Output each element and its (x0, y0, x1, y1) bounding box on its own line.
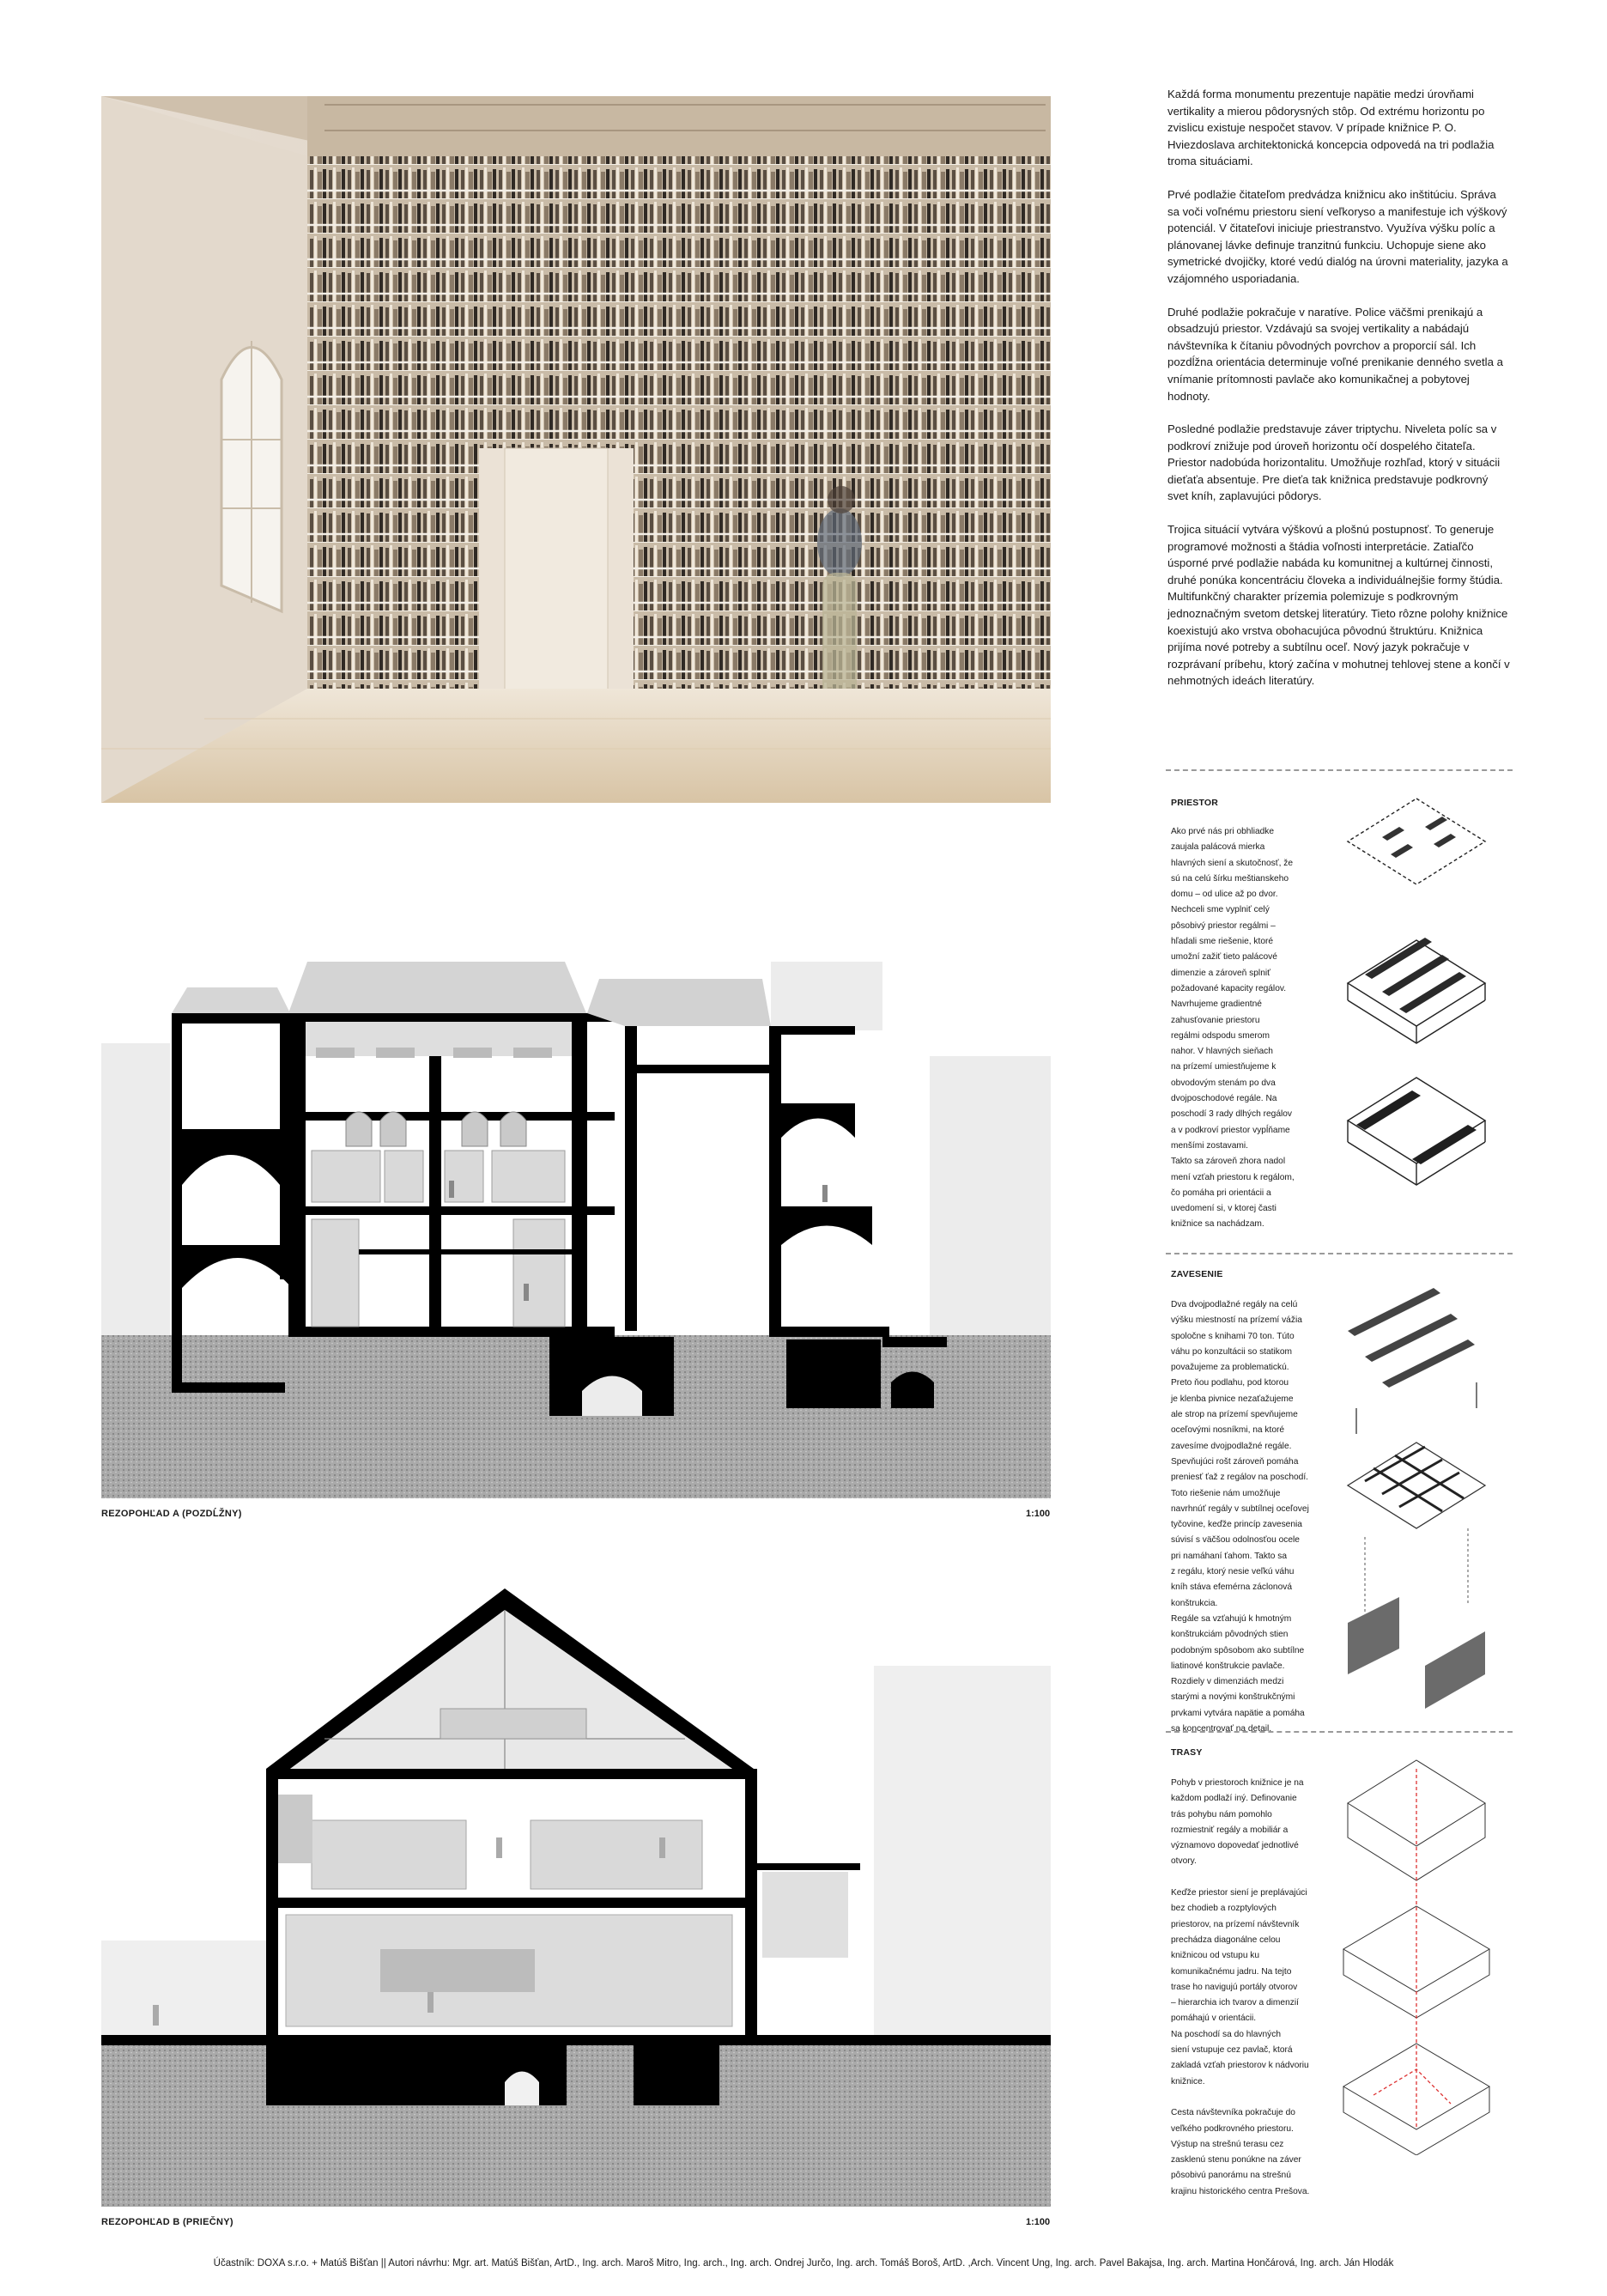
section-text-line: Nechceli sme vyplniť celý (1171, 905, 1270, 915)
axonometric-priestor-diagram (1331, 790, 1502, 1236)
intro-paragraph: Trojica situácií vytvára výškovú a plošnú postupnosť. To generuje programové možnosti a štádia voľnosti interpretácie. Zatiaľčo úsporné prvé podlažie nabáda ku komunitnej a kultúrnej činnosti, druhé ponúka koncentráciu človeka a individuálnejšie formy štúdia. Multifunkčný charakter prízemia polemizuje s podkrovným jednoznačným svetom detskej literatúry. Tieto rôzne polohy knižnice koexistujú ako vrstva obohacujúca pôvodnú štruktúru. Knižnica prijíma nové potreby a subtílnu oceľ. Nový jazyk pokračuje v rozprávaní príbehu, ktorý začína v mohutnej tehlovej stene a končí v nehmotných ideách literatúry. (1167, 523, 1510, 688)
section-text-line: pri namáhaní ťahom. Takto sa (1171, 1551, 1288, 1561)
section-text-line: považujeme za problematickú. (1171, 1363, 1289, 1373)
section-text-line: krajinu historického centra Prešova. (1171, 2186, 1310, 2196)
section-text-line: podobným spôsobom ako subtílne (1171, 1645, 1305, 1655)
section-text-line: tyčovine, keďže princíp zavesenia (1171, 1520, 1302, 1530)
section-text-line: pôsobivú panorámu na strešnú (1171, 2171, 1291, 2181)
section-text-line: preniesť ťaž z regálov na poschodí. (1171, 1473, 1308, 1483)
section-text-line: menšími zostavami. (1171, 1140, 1249, 1151)
section-text-line: váhu po konzultácii so statikom (1171, 1346, 1292, 1357)
section-text-line: spoločne s knihami 70 ton. Túto (1171, 1331, 1295, 1341)
section-text-line: Spevňujúci rošt zároveň pomáha (1171, 1456, 1299, 1467)
section-text-priestor (1171, 824, 1321, 1233)
section-text-line: a v podkroví priestor vypĺňame (1171, 1125, 1290, 1135)
section-text-line: hlavných siení a skutočnosť, že (1171, 858, 1293, 868)
section-text-line: mení vzťah priestoru k regálom, (1171, 1172, 1295, 1182)
axonometric-zavesenie-diagram (1331, 1279, 1502, 1709)
section-text-line: Toto riešenie nám umožňuje (1171, 1488, 1281, 1498)
section-text-line: Výstup na strešnú terasu cez (1171, 2139, 1284, 2149)
render-image (101, 96, 1051, 803)
intro-paragraph: Každá forma monumentu prezentuje napätie medzi úrovňami vertikality a mierou pôdorysných stôp. Od extrému horizontu po zvislicu existuje nespočet stavov. V prípade knižnice P. O. Hviezdoslava architektonická koncepcia odpovedá na tri podlažia troma situáciami. (1167, 88, 1495, 168)
section-text-line: regálmi odspodu smerom (1171, 1030, 1270, 1041)
section-text-line: súvisí s väčšou odolnosťou ocele (1171, 1535, 1300, 1546)
section-text-line: kníh stáva efemérna záclonová (1171, 1582, 1293, 1593)
section-text-line: Takto sa zároveň zhora nadol (1171, 1157, 1286, 1167)
section-text-line: komunikačnému jadru. Na tejto (1171, 1966, 1292, 1977)
divider (1166, 1253, 1513, 1254)
section-text-line: Cesta návštevníka pokračuje do (1171, 2108, 1295, 2118)
section-title-zavesenie: ZAVESENIE (1171, 1269, 1223, 1279)
section-text-line: knižnice. (1171, 2076, 1205, 2086)
section-text-line: knižnicou od vstupu ku (1171, 1951, 1260, 1961)
section-text-line: obvodovým stenám po dva (1171, 1078, 1276, 1088)
section-text-line: knižnice sa nachádzam. (1171, 1219, 1264, 1230)
section-text-line: dvojposchodové regále. Na (1171, 1094, 1277, 1104)
section-text-line: Dva dvojpodlažné regály na celú (1171, 1300, 1298, 1309)
section-a-drawing (101, 927, 1051, 1498)
section-text-line: veľkého podkrovného priestoru. (1171, 2123, 1294, 2134)
section-text-line: z regálu, ktorý nesie veľkú váhu (1171, 1567, 1295, 1577)
section-text-line: Preto ňou podlahu, pod ktorou (1171, 1378, 1289, 1388)
intro-paragraph: Posledné podlažie predstavuje záver triptychu. Niveleta políc sa v podkroví znižuje pod úroveň horizontu očí dospelého čitateľa. Priestor nadobúda horizontalitu. Umožňuje rozhľad, ktorý v situácii dieťaťa absentuje. Pre dieťa tak knižnica predstavuje podkrovný svet kníh, zaplavujúci pôdorys. (1167, 422, 1501, 503)
section-b-drawing (101, 1580, 1051, 2207)
section-text-line: Na poschodí sa do hlavných (1171, 2029, 1281, 2039)
section-text-line: konštrukciám pôvodných stien (1171, 1630, 1289, 1640)
section-text-line: Regále sa vzťahujú k hmotným (1171, 1613, 1292, 1624)
interior-render (101, 96, 1051, 803)
section-text-line: priestorov, na prízemí návštevník (1171, 1919, 1300, 1929)
section-a-scale: 1:100 (1026, 1509, 1051, 1519)
section-text-line: zaujala palácová mierka (1171, 842, 1265, 853)
intro-paragraph: Druhé podlažie pokračuje v naratíve. Police väčšmi prenikajú a obsadzujú priestor. Vzdávajú sa svojej vertikality a nabádajú návštevníka k čítaniu pôvodných povrchov a proporcií sál. Ich pozdĺžna orientácia determinuje voľné prenikanie denného svetla a vnímanie prítomnosti pavlače ako komunikačnej a pobytovej hodnoty. (1167, 305, 1503, 403)
section-text-line: liatinové konštrukcie pavlače. (1171, 1661, 1285, 1671)
section-text-line: – hierarchia ich tvarov a dimenzií (1171, 1998, 1299, 2008)
section-text-line: Pohyb v priestoroch knižnice je na (1171, 1778, 1304, 1788)
section-text-line (1171, 1870, 1321, 1886)
intro-text (1167, 86, 1511, 706)
section-text-line: uvedomení si, v ktorej časti (1171, 1204, 1277, 1214)
section-b-caption: REZOPOHĽAD B (PRIEČNY) (101, 2217, 233, 2227)
section-text-line: dimenzie a zároveň splniť (1171, 968, 1270, 978)
section-text-line: výšku miestností na prízemí vážia (1171, 1315, 1302, 1326)
section-text-line: na prízemí umiestňujeme k (1171, 1062, 1277, 1072)
section-text-line: konštrukcia. (1171, 1598, 1218, 1608)
section-text-line: domu – od ulice až po dvor. (1171, 890, 1278, 900)
section-text-line: každom podlaží iný. Definovanie (1171, 1794, 1297, 1804)
section-text-line: prechádza diagonálne celou (1171, 1935, 1281, 1945)
section-text-line: trás pohybu nám pomohlo (1171, 1809, 1272, 1819)
section-text-line: navrhnúť regály v subtílnej oceľovej (1171, 1503, 1309, 1514)
section-text-line: významovo dopovedať jednotlivé (1171, 1841, 1299, 1851)
section-text-line: Ako prvé nás pri obhliadke (1171, 827, 1275, 836)
section-text-line: je klenba pivnice nezaťažujeme (1171, 1394, 1294, 1404)
section-text-line: poschodí 3 rady dlhých regálov (1171, 1109, 1293, 1120)
section-b-scale: 1:100 (1026, 2217, 1051, 2227)
section-text-line: zasklenú stenu ponúkne na záver (1171, 2155, 1301, 2165)
section-title-trasy: TRASY (1171, 1747, 1203, 1758)
section-text-line: sú na celú šírku meštianskeho (1171, 873, 1289, 884)
section-text-trasy (1171, 1776, 1321, 2200)
section-text-line: starými a novými konštrukčnými (1171, 1692, 1295, 1703)
section-text-line: zahusťovanie priestoru (1171, 1015, 1260, 1025)
divider (1166, 769, 1513, 771)
section-text-line (1171, 2090, 1321, 2105)
section-text-line: požadované kapacity regálov. (1171, 983, 1287, 993)
section-text-line: sa koncentrovať na detail. (1171, 1724, 1272, 1734)
section-text-zavesenie (1171, 1297, 1321, 1737)
section-text-line: trase ho navigujú portály otvorov (1171, 1982, 1298, 1992)
section-text-line: umožní zažiť tieto palácové (1171, 952, 1277, 963)
section-text-line: pomáhajú v orientácii. (1171, 2014, 1257, 2024)
intro-paragraph: Prvé podlažie čitateľom predvádza knižnicu ako inštitúciu. Správa sa voči voľnému priestoru siení veľkoryso a manifestuje ich výškový potenciál. V čitateľovi iniciuje priestranstvo. Využíva výšku políc a plánovanej lávke definuje tranzitnú funkciu. Uchopuje siene ako symetrické dvojičky, ktoré vedú dialóg na úrovni materiality, jazyka a vzájomného usporiadania. (1167, 187, 1508, 285)
section-text-line: nahor. V hlavných sieňach (1171, 1047, 1273, 1057)
section-text-line: otvory. (1171, 1856, 1197, 1867)
section-text-line: prvkami vytvára napätie a pomáha (1171, 1708, 1305, 1718)
section-text-line: siení vstupuje cez pavlač, ktorá (1171, 2045, 1293, 2056)
section-text-line: čo pomáha pri orientácii a (1171, 1187, 1271, 1198)
section-text-line: pôsobivý priestor regálmi – (1171, 920, 1276, 931)
section-text-line: Navrhujeme gradientné (1171, 999, 1262, 1010)
section-title-priestor: PRIESTOR (1171, 798, 1219, 808)
section-text-line: bez chodieb a rozptylových (1171, 1904, 1277, 1914)
section-a-caption: REZOPOHĽAD A (POZDĹŽNY) (101, 1509, 242, 1519)
credits-line: Účastník: DOXA s.r.o. + Matúš Bišťan || Autori návrhu: Mgr. art. Matúš Bišťan, ArtD., Ing. arch. Maroš Mitro, Ing. arch., Ing. arch. Ondrej Jurčo, Ing. arch. Tomáš Boroš, ArtD. ,Arch. Vincent Ung, Ing. arch. Pavel Bakajsa, Ing. arch. Martina Hončárová, Ing. arch. Ján Hlodák (213, 2258, 1394, 2269)
section-text-line: zakladá vzťah priestorov k nádvoriu (1171, 2061, 1309, 2071)
section-text-line: zavesíme dvojpodlažné regále. (1171, 1441, 1292, 1451)
axonometric-trasy-diagram (1322, 1752, 1511, 2155)
section-text-line: rozmiestniť regály a mobiliár a (1171, 1825, 1289, 1835)
section-text-line: Rozdiely v dimenziách medzi (1171, 1677, 1284, 1687)
section-text-line: Keďže priestor siení je preplávajúci (1171, 1888, 1307, 1898)
section-text-line: oceľovými nosníkmi, na ktoré (1171, 1425, 1285, 1436)
section-text-line: hľadali sme riešenie, ktoré (1171, 937, 1274, 947)
section-text-line: ale strop na prízemí spevňujeme (1171, 1410, 1298, 1420)
